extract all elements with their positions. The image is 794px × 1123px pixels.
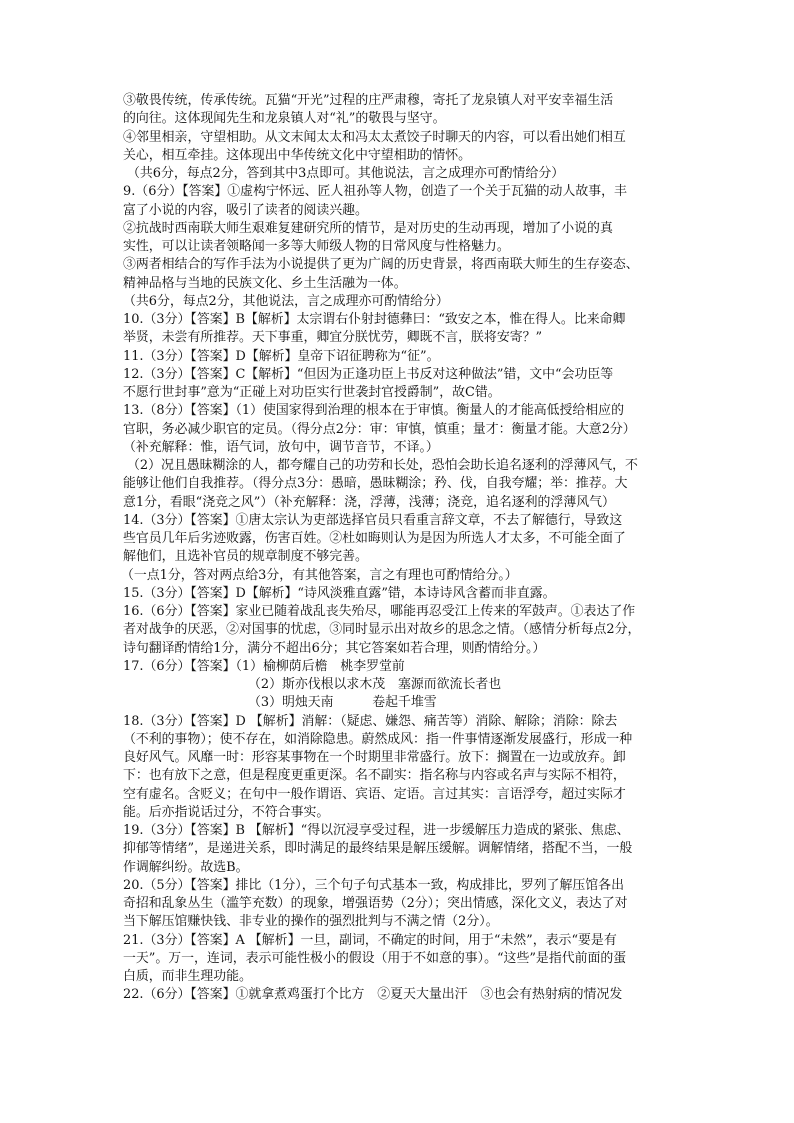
- text-line: 当下解压馆赚快钱、非专业的操作的强烈批判与不满之情（2分）。: [123, 914, 499, 930]
- text-line: （不利的事物）；使不存在，如消除隐患。蔚然成风：指一件事情逐渐发展盛行，形成一种: [123, 731, 633, 747]
- text-line: 空有虚名。含贬义；在句中一般作谓语、宾语、定语。言过其实：言语浮夸，超过实际才: [123, 786, 626, 802]
- text-line: （补充解释：惟，语气词，放句中，调节音节，不译。）: [123, 439, 439, 455]
- text-line: 实性，可以让读者领略闻一多等大师级人物的日常风度与性格魅力。: [123, 239, 510, 254]
- text-line: 一天”。万一，连词，表示可能性极小的假设（用于不如意的事）。“这些”是指代前面的蛋: [123, 950, 627, 966]
- text-line: 良好风气。风靡一时：形容某事物在一个时期里非常盛行。放下：搁置在一边或放弃。卸: [123, 750, 626, 765]
- text-line: 者对战争的厌恶，②对国事的忧虑，③同时显示出对故乡的思念之情。（感情分析每点2分，: [123, 622, 641, 638]
- text-line: 富了小说的内容，吸引了读者的阅读兴趣。: [123, 202, 368, 218]
- text-line: 13.（8分）【答案】（1）使国家得到治理的根本在于审慎。衡量人的才能高低授给相应的: [123, 403, 624, 419]
- text-line: 不愿行世封事”意为“正碰上对功臣实行世袭封官授爵制”，故C错。: [123, 385, 501, 400]
- text-line: （共6分，每点2分，其他说法，言之成理亦可酌情给分）: [123, 293, 449, 309]
- text-line: ③两者相结合的写作手法为小说提供了更为广阔的历史背景，将西南联大师生的生存姿态、: [123, 257, 639, 273]
- text-line: 意1分，看眼“浇竞之风”）（补充解释：浇，浮薄，浅薄；浇竞，追名逐利的浮薄风气）: [123, 494, 615, 510]
- text-line: 抑郁等情绪”，是递进关系，即时满足的最终结果是解压缓解。调解情绪，搭配不当，一般: [123, 841, 633, 857]
- text-line: （3）明烛天南 卷起千堆雪: [248, 695, 437, 711]
- text-line: 精神品格与当地的民族文化、乡土生活融为一体。: [123, 275, 407, 291]
- text-line: 诗句翻译酌情给1分，满分不超出6分；其它答案如若合理，则酌情给分。）: [123, 640, 546, 656]
- text-line: 21.（3分）【答案】A 【解析】一旦，副词，不确定的时间，用于“未然”，表示“要是有: [123, 932, 617, 948]
- text-line: 15.（3分）【答案】D【解析】“诗风淡雅直露”错，本诗诗风含蓄而非直露。: [123, 585, 556, 601]
- text-line: （一点1分，答对两点给3分，有其他答案，言之有理也可酌情给分。）: [121, 567, 518, 583]
- text-line: ④邻里相亲，守望相助。从文末闻太太和冯太太煮饺子时聊天的内容，可以看出她们相互: [123, 129, 626, 145]
- text-line: ③敬畏传统，传承传统。瓦猫“开光”过程的庄严肃穆，寄托了龙泉镇人对平安幸福生活: [123, 93, 614, 108]
- text-line: （2）斯亦伐根以求木茂 塞源而欲流长者也: [248, 677, 502, 692]
- text-line: 官职，务必减少职官的定员。（得分点2分：审：审慎，慎重；量才：衡量才能。大意2分）: [123, 421, 636, 437]
- text-line: 20.（5分）【答案】排比（1分），三个句子句式基本一致，构成排比，罗列了解压馆各出: [123, 877, 624, 893]
- text-line: 奇招和乱象丛生（滥竽充数）的现象，增强语势（2分）；突出情感，深化文义，表达了对: [123, 896, 628, 911]
- text-line: 的向往。这体现闻先生和龙泉镇人对“礼”的敬畏与坚守。: [123, 111, 446, 127]
- answer-key-document: [123, 92, 671, 1005]
- text-line: 19.（3分）【答案】B 【解析】“得以沉浸享受过程，进一步缓解压力造成的紧张、焦虑、: [123, 823, 630, 838]
- text-line: 白质，而非生理功能。: [123, 969, 252, 984]
- text-line: 10.（3分）【答案】B【解析】太宗谓右仆射封德彝曰：“致安之本，惟在得人。比来命卿: [123, 312, 626, 327]
- text-line: （2）况且愚昧糊涂的人，都夸耀自己的功劳和长处，恐怕会助长追名逐利的浮薄风气，不: [127, 458, 638, 473]
- text-line: 作调解纠纷。故选B。: [123, 859, 249, 875]
- text-line: 关心，相互牵挂。这体现出中华传统文化中守望相助的情怀。: [123, 147, 472, 163]
- text-line: 11.（3分）【答案】D【解析】皇帝下诏征聘称为“征”。: [123, 348, 440, 364]
- text-line: 14.（3分）【答案】①唐太宗认为吏部选择官员只看重言辞文章，不去了解德行，导致这: [123, 512, 623, 528]
- text-line: 17.（6分）【答案】（1）榆柳荫后檐 桃李罗堂前: [123, 658, 405, 674]
- text-line: 能够让他们自我推荐。（得分点3分：愚暗，愚昧糊涂；矜、伐，自我夸耀；举：推荐。大: [123, 476, 628, 492]
- text-line: 18.（3分）【答案】D 【解析】消解：（疑虑、嫌怨、痛苦等）消除、解除；消除：除去: [123, 713, 618, 729]
- text-line: 举贤，未尝有所推荐。天下事重，卿宜分朕忧劳，卿既不言，朕将安寄？”: [123, 330, 543, 346]
- text-line: 能。后亦指说话过分，不符合事实。: [123, 804, 330, 820]
- text-line: 些官员几年后劣迹败露，伤害百姓。②杜如晦则认为是因为所选人才太多，不可能全面了: [123, 531, 626, 546]
- text-line: 下：也有放下之意，但是程度更重更深。名不副实：指名称与内容或名声与实际不相符，: [123, 768, 626, 784]
- text-line: 解他们，且选补官员的规章制度不够完善。: [123, 549, 368, 565]
- text-line: 9.（6分）【答案】①虚构宁怀远、匠人祖孙等人物，创造了一个关于瓦猫的动人故事，丰: [123, 184, 627, 200]
- text-line: 12.（3分）【答案】C【解析】“但因为正逢功臣上书反对这种做法”错，文中“会功臣等: [123, 366, 614, 382]
- text-line: 22.（6分）【答案】①就拿煮鸡蛋打个比方 ②夏天大量出汗 ③也会有热射病的情况发: [123, 987, 623, 1003]
- text-line: （共6分，每点2分，答到其中3点即可。其他说法，言之成理亦可酌情给分）: [127, 166, 565, 181]
- text-line: ②抗战时西南联大师生艰难复建研究所的情节，是对历史的生动再现，增加了小说的真: [123, 220, 613, 236]
- text-line: 16.（6分）【答案】家业已随着战乱丧失殆尽，哪能再忍受江上传来的军鼓声。①表达了作: [123, 604, 636, 619]
